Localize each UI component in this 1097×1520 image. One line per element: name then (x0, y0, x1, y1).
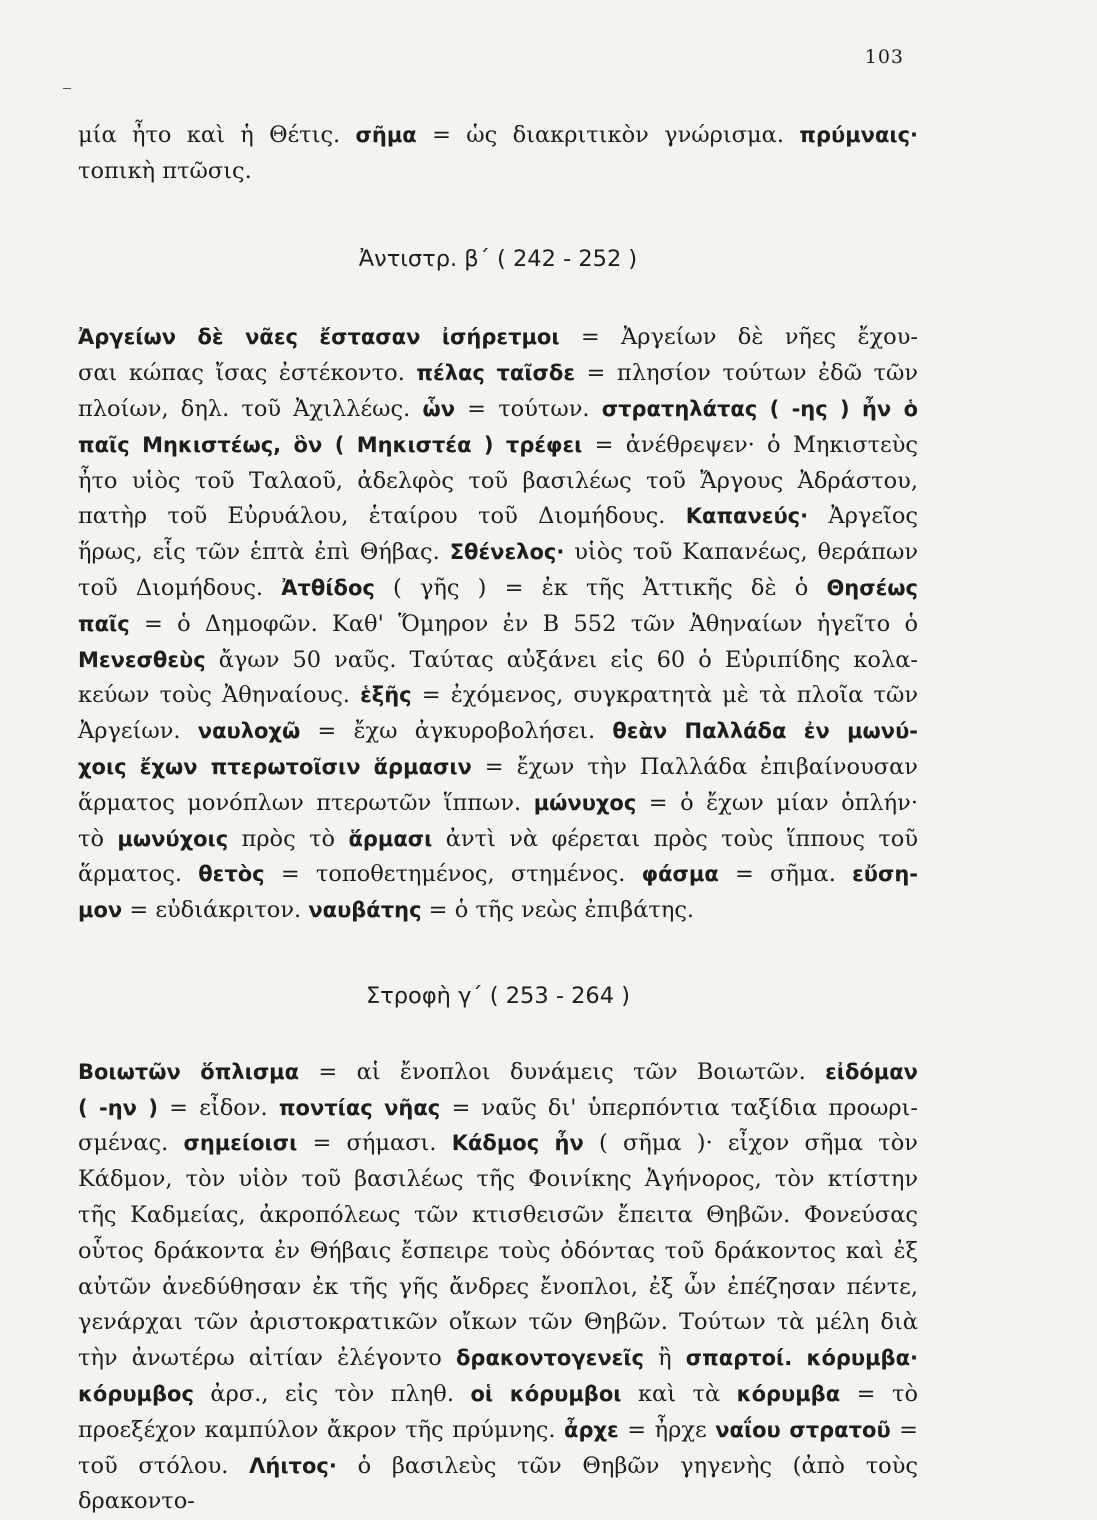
text-run: = εὐδιάκριτον. (122, 897, 308, 923)
text-line (78, 320, 918, 356)
lemma-bold: παῖς Μηκιστέως, ὃν ( Μηκιστέα ) τρέφει (78, 433, 582, 457)
text-run: οὗτος δράκοντα ἐν Θήβαις ἔσπειρε τοὺς ὀδόντας τοῦ δράκοντος καὶ ἐξ (78, 1238, 918, 1264)
page-body (78, 118, 918, 1520)
text-line (78, 643, 918, 679)
lemma-bold: Ἀργείων δὲ νᾶες ἔστασαν ἰσήρετμοι (78, 325, 560, 349)
text-line (78, 786, 918, 822)
text-run: = ὁ τῆς νεὼς ἐπιβάτης. (422, 897, 695, 923)
text-run: = αἱ ἔνοπλοι δυνάμεις τῶν Βοιωτῶν. (299, 1059, 825, 1085)
text-run: Κάδμον, τὸν υἱὸν τοῦ βασιλέως τῆς Φοινίκης Ἀγήνορος, τὸν κτίστην (78, 1166, 918, 1192)
text-line (78, 356, 918, 392)
margin-mark (63, 88, 71, 89)
text-run: = τούτων. (455, 396, 602, 422)
text-line (78, 154, 918, 190)
text-run: = εἶδον. (158, 1095, 279, 1121)
text-run: μία ἦτο καὶ ἡ Θέτις. (78, 122, 356, 148)
lemma-bold: Μενεσθεὺς (78, 648, 206, 672)
text-line (78, 499, 918, 535)
lemma-bold: μώνυχος (534, 791, 637, 815)
text-run: = (891, 1417, 918, 1443)
lemma-bold: μον (78, 898, 122, 922)
text-run: ἥρως, εἷς τῶν ἑπτὰ ἐπὶ Θήβας. (78, 539, 450, 565)
text-line (78, 571, 918, 607)
lemma-bold: στρατηλάτας ( -ης ) ἦν ὁ (602, 397, 918, 421)
text-run: τοῦ Διομήδους. (78, 575, 281, 601)
text-run: = ὁ ἔχων μίαν ὁπλήν· (636, 790, 918, 816)
text-run: Ἀργεῖος (808, 503, 918, 529)
lemma-bold: θετὸς (198, 862, 264, 886)
text-run: = ἦρχε (619, 1417, 715, 1443)
text-run: προεξέχον καμπύλον ἄκρον τῆς πρύμνης. (78, 1417, 564, 1443)
text-run: = ἐχόμενος, συγκρατητὰ μὲ τὰ πλοῖα τῶν (412, 682, 918, 708)
text-run: τοῦ στόλου. (78, 1453, 249, 1479)
text-run: καὶ τὰ (621, 1381, 736, 1407)
text-run: σμένας. (78, 1130, 183, 1156)
text-line (78, 1055, 918, 1091)
text-run: = τὸ (840, 1381, 918, 1407)
text-line (78, 464, 918, 500)
lemma-bold: ναυλοχῶ (198, 719, 300, 743)
text-run: κεύων τοὺς Ἀθηναίους. (78, 682, 360, 708)
lemma-bold: οἱ κόρυμβοι (471, 1382, 622, 1406)
lemma-bold: ἆρχε (564, 1418, 619, 1442)
text-run: ( γῆς ) = ἐκ τῆς Ἀττικῆς δὲ ὁ (375, 575, 827, 601)
text-run: = σήμασι. (297, 1130, 451, 1156)
text-line (78, 392, 918, 428)
text-run: ἀντὶ νὰ φέρεται πρὸς τοὺς ἵππους τοῦ (432, 826, 918, 852)
text-run: ὁ βασιλεὺς τῶν Θηβῶν γηγενὴς (ἀπὸ τοὺς δρακοντο- (78, 1453, 918, 1515)
lemma-bold: ναυβάτης (308, 898, 421, 922)
lemma-bold: Λήιτος· (249, 1454, 337, 1478)
text-line (78, 857, 918, 893)
lemma-bold: κόρυμβα (737, 1382, 840, 1406)
text-line (78, 1126, 918, 1162)
lemma-bold: εὔση- (852, 862, 918, 886)
lemma-bold: ( -ην ) (78, 1096, 158, 1120)
text-line (78, 1091, 918, 1127)
commentary-paragraph-2 (78, 1055, 918, 1520)
text-run: τὴν ἀνωτέρω αἰτίαν ἐλέγοντο (78, 1345, 456, 1371)
text-run: ἅρματος. (78, 861, 198, 887)
text-line (78, 428, 918, 464)
lemma-bold: σημείοισι (183, 1131, 297, 1155)
text-run: υἱὸς τοῦ Καπανέως, θεράπων (564, 539, 918, 565)
text-line (78, 607, 918, 643)
text-run: = ἔχων τὴν Παλλάδα ἐπιβαίνουσαν (472, 754, 918, 780)
text-run: = ναῦς δι' ὑπερπόντια ταξίδια προωρι- (440, 1095, 918, 1121)
lemma-bold: Σθένελος· (450, 540, 565, 564)
text-line (78, 822, 918, 858)
text-run: πλοίων, δηλ. τοῦ Ἀχιλλέως. (78, 396, 422, 422)
lemma-bold: ποντίας νῆας (279, 1096, 440, 1120)
text-line (78, 750, 918, 786)
lemma-bold: φάσμα (642, 862, 719, 886)
text-run: αὐτῶν ἀνεδύθησαν ἐκ τῆς γῆς ἄνδρες ἔνοπλοι, ἐξ ὧν ἐπέζησαν πέντε, (78, 1274, 918, 1300)
text-run: = Ἀργείων δὲ νῆες ἔχου- (560, 324, 918, 350)
top-paragraph (78, 118, 918, 190)
text-line (78, 1449, 918, 1520)
text-run: ἅρματος μονόπλων πτερωτῶν ἵππων. (78, 790, 534, 816)
text-run: τὸ (78, 826, 117, 852)
text-run: πατὴρ τοῦ Εὐρυάλου, ἑταίρου τοῦ Διομήδους. (78, 503, 686, 529)
text-line (78, 1198, 918, 1234)
lemma-bold: Θησέως (826, 576, 918, 600)
text-run: τῆς Καδμείας, ἀκροπόλεως τῶν κτισθεισῶν ἔπειτα Θηβῶν. Φονεύσας (78, 1202, 918, 1228)
text-run: σαι κώπας ἴσας ἐστέκοντο. (78, 360, 416, 386)
text-run: ἢ (644, 1345, 686, 1371)
text-run: = πλησίον τούτων ἐδῶ τῶν (575, 360, 918, 386)
text-line (78, 1377, 918, 1413)
text-line (78, 118, 918, 154)
text-run: γενάρχαι τῶν ἀριστοκρατικῶν οἴκων τῶν Θηβῶν. Τούτων τὰ μέλη διὰ (78, 1309, 918, 1335)
lemma-bold: εἰδόμαν (825, 1060, 918, 1084)
page-number: 103 (865, 46, 904, 68)
text-line (78, 678, 918, 714)
text-run: = ἔχω ἀγκυροβολήσει. (300, 718, 612, 744)
lemma-bold: Ἀτθίδος (281, 576, 375, 600)
lemma-bold: παῖς (78, 612, 130, 636)
text-run: τοπικὴ πτῶσις. (78, 158, 252, 184)
text-run: Ἀργείων. (78, 718, 198, 744)
lemma-bold: σῆμα (356, 123, 417, 147)
lemma-bold: Βοιωτῶν ὅπλισμα (78, 1060, 299, 1084)
text-run: = τοποθετημένος, στημένος. (265, 861, 642, 887)
text-line (78, 1234, 918, 1270)
text-line (78, 1162, 918, 1198)
text-run: = ὁ Δημοφῶν. Καθ' Ὅμηρον ἐν Β 552 τῶν Ἀθηναίων ἡγεῖτο ὁ (130, 611, 918, 637)
text-run: ἀρσ., εἰς τὸν πληθ. (194, 1381, 471, 1407)
lemma-bold: κόρυμβος (78, 1382, 194, 1406)
lemma-bold: Κάδμος ἦν (452, 1131, 584, 1155)
lemma-bold: θεὰν Παλλάδα ἐν μωνύ- (612, 719, 918, 743)
text-run: = ἀνέθρεψεν· ὁ Μηκιστεὺς (582, 432, 918, 458)
lemma-bold: ἑξῆς (360, 683, 412, 707)
lemma-bold: ναΐου στρατοῦ (715, 1418, 890, 1442)
lemma-bold: Καπανεύς· (686, 504, 808, 528)
text-run: ἦτο υἱὸς τοῦ Ταλαοῦ, ἀδελφὸς τοῦ βασιλέως τοῦ Ἄργους Ἀδράστου, (78, 468, 918, 494)
lemma-bold: χοις ἔχων πτερωτοῖσιν ἅρμασιν (78, 755, 472, 779)
text-run: = ὡς διακριτικὸν γνώρισμα. (417, 122, 800, 148)
section-heading-strophe-c: Στροφὴ γ΄ ( 253 - 264 ) (78, 979, 918, 1015)
lemma-bold: ἅρμασι (348, 827, 432, 851)
text-line (78, 1341, 918, 1377)
text-run: = σῆμα. (719, 861, 852, 887)
text-line (78, 714, 918, 750)
section-heading-antistrophe-b: Ἀντιστρ. β΄ ( 242 - 252 ) (78, 242, 918, 278)
lemma-bold: πέλας ταῖσδε (416, 361, 575, 385)
text-run: πρὸς τὸ (228, 826, 348, 852)
text-line (78, 535, 918, 571)
text-run: ( σῆμα )· εἶχον σῆμα τὸν (584, 1130, 918, 1156)
text-line (78, 1305, 918, 1341)
text-line (78, 1413, 918, 1449)
lemma-bold: ὧν (422, 397, 455, 421)
commentary-paragraph-1 (78, 320, 918, 929)
text-line (78, 1270, 918, 1306)
lemma-bold: πρύμναις· (799, 123, 918, 147)
text-line (78, 893, 918, 929)
lemma-bold: μωνύχοις (117, 827, 228, 851)
lemma-bold: σπαρτοί. κόρυμβα· (686, 1346, 918, 1370)
text-run: ἄγων 50 ναῦς. Ταύτας αὐξάνει εἰς 60 ὁ Εὐριπίδης κολα- (206, 647, 918, 673)
lemma-bold: δρακοντογενεῖς (456, 1346, 644, 1370)
